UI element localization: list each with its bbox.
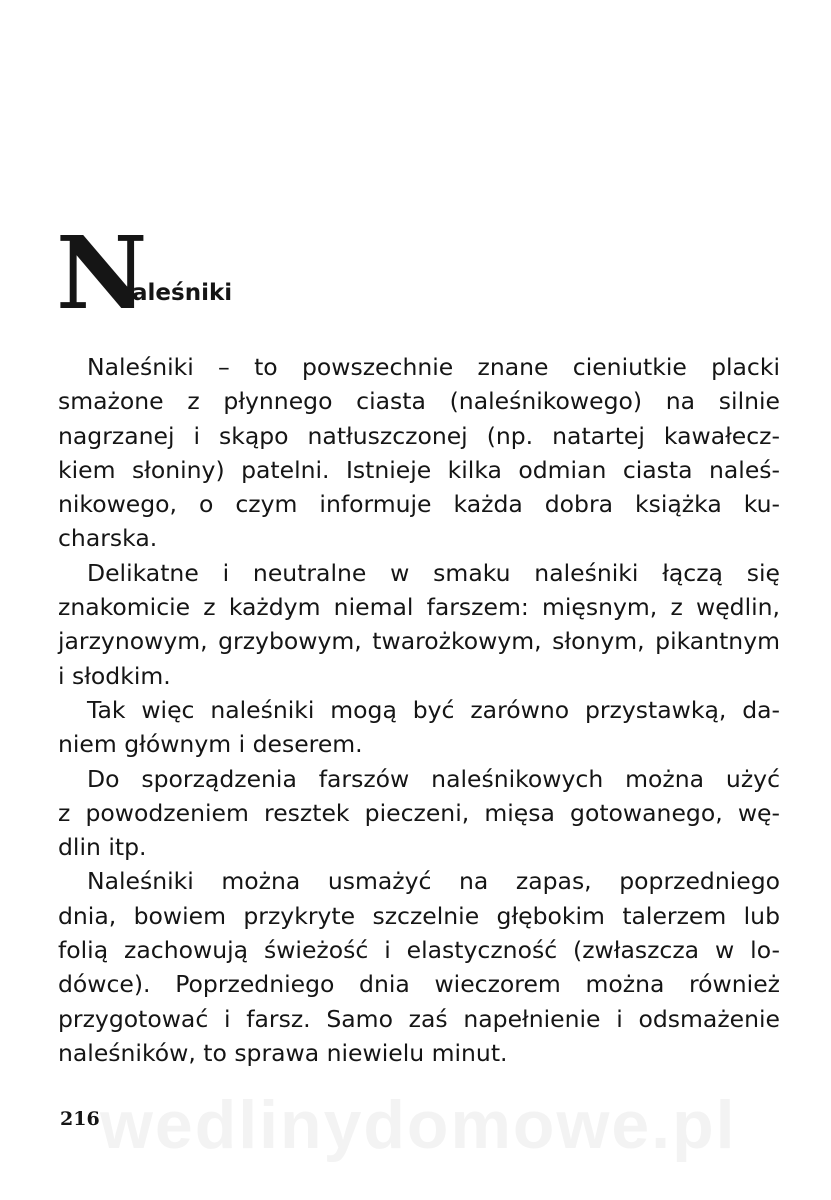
paragraph [58, 762, 780, 865]
text-line: i słodkim. [58, 661, 171, 690]
text-line: nagrzanej i skąpo natłuszczonej (np. natartej kawałecz- [58, 421, 780, 450]
text-line: nikowego, o czym informuje każda dobra książka ku- [58, 490, 780, 519]
text-line: Naleśniki można usmażyć na zapas, poprzedniego [87, 867, 780, 896]
text-line: dlin itp. [58, 833, 147, 862]
text-line: z powodzeniem resztek pieczeni, mięsa gotowanego, wę- [58, 798, 780, 827]
paragraph [58, 556, 780, 693]
text-line: jarzynowym, grzybowym, twarożkowym, słonym, pikantnym [58, 627, 780, 656]
drop-cap: N [56, 214, 148, 332]
text-line: niem głównym i deserem. [58, 730, 363, 759]
text-line: Delikatne i neutralne w smaku naleśniki łączą się [87, 558, 780, 587]
watermark: wedlinydomowe.pl [100, 1087, 737, 1163]
paragraph [58, 350, 780, 556]
text-line: dnia, bowiem przykryte szczelnie głębokim talerzem lub [58, 901, 780, 930]
text-line: Do sporządzenia farszów naleśnikowych można użyć [87, 764, 780, 793]
text-line: folią zachowują świeżość i elastyczność (zwłaszcza w lo- [58, 936, 780, 965]
text-line: Tak więc naleśniki mogą być zarówno przystawką, da- [87, 695, 780, 724]
page-number: 216 [60, 1108, 100, 1130]
text-line: charska. [58, 524, 158, 553]
text-line: Naleśniki – to powszechnie znane cieniutkie placki [87, 353, 780, 381]
text-line: smażone z płynnego ciasta (naleśnikowego) na silnie [58, 387, 780, 416]
text-line: przygotować i farsz. Samo zaś napełnienie i odsmażenie [58, 1004, 780, 1033]
paragraph [58, 864, 780, 1070]
heading-title-rest: aleśniki [132, 280, 233, 306]
text-line: naleśników, to sprawa niewielu minut. [58, 1038, 508, 1067]
body-text [58, 350, 780, 1070]
text-line: dówce). Poprzedniego dnia wieczorem można również [58, 970, 780, 999]
text-line: kiem słoniny) patelni. Istnieje kilka odmian ciasta naleś- [58, 455, 780, 484]
text-line: znakomicie z każdym niemal farszem: mięsnym, z wędlin, [58, 593, 780, 622]
paragraph [58, 693, 780, 762]
